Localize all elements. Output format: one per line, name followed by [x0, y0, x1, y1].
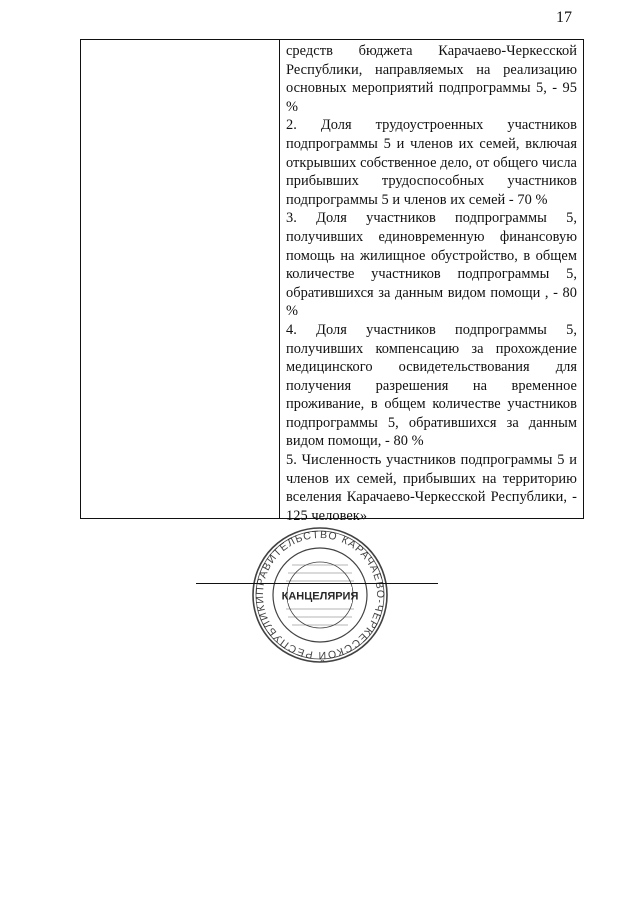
paragraph-2: 2. Доля трудоустроенных участников подпрограммы 5 и членов их семей, включая открывших собственное дело, от общего числа прибывших трудоспособных участников подпрограммы 5 и членов их семей - 70 %: [286, 117, 577, 208]
right-cell: [286, 42, 577, 525]
svg-text:ПРАВИТЕЛЬСТВО КАРАЧАЕВО-ЧЕРКЕС: ПРАВИТЕЛЬСТВО КАРАЧАЕВО-ЧЕРКЕССКОЙ РЕСПУБЛИКИ: [253, 528, 387, 662]
paragraph-3: 3. Доля участников подпрограммы 5, получивших единовременную финансовую помощь на жилищное обустройство, в общем количестве участников подпрограммы 5, обратившихся за данным видом помощи , - 80 %: [286, 210, 577, 320]
page-number: 17: [556, 9, 572, 26]
svg-text:КАНЦЕЛЯРИЯ: КАНЦЕЛЯРИЯ: [281, 590, 359, 603]
paragraph-1: средств бюджета Карачаево-Черкесской Республики, направляемых на реализацию основных мероприятий подпрограммы 5, - 95 %: [286, 43, 577, 115]
official-stamp-icon: [200, 525, 440, 665]
stamp-area: [200, 525, 440, 665]
paragraph-5: 5. Численность участников подпрограммы 5 и членов их семей, прибывших на территорию вселения Карачаево-Черкесской Республики, - 125 человек»: [286, 452, 577, 524]
signature-line: [196, 583, 438, 584]
column-divider: [279, 40, 280, 518]
document-table: [80, 39, 584, 524]
paragraph-4: 4. Доля участников подпрограммы 5, получивших компенсацию за прохождение медицинского освидетельствования для получения разрешения на временное проживание, в общем количестве участников подпрограммы 5, обратившихся за данным видом помощи, - 80 %: [286, 321, 577, 450]
